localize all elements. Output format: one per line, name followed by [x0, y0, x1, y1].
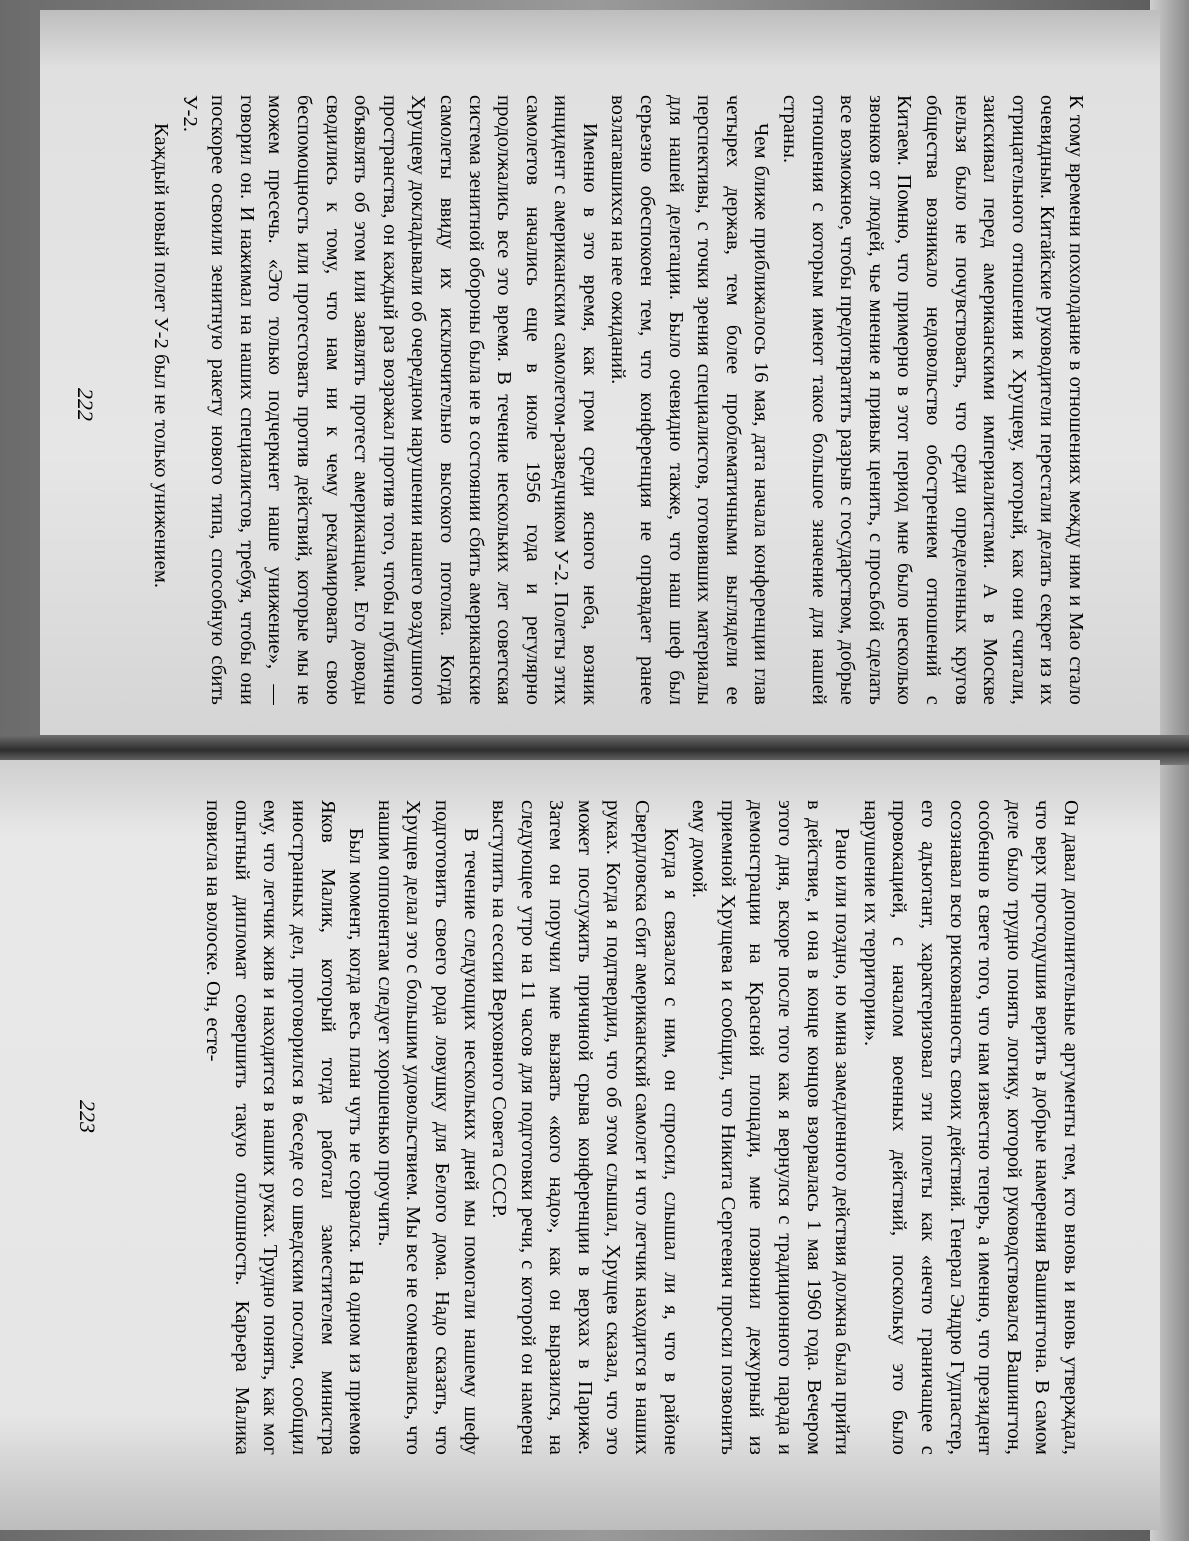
paragraph: Именно в это время, как гром среди ясного неба, возник инцидент с американским самолетом-разведчиком У-2. Полеты этих самолетов начались еще в июле 1956 года и регулярно продолжались все это время. В течение нескольких лет советская система зенитной обороны была не в состоянии сбить американские самолеты ввиду их исключительно высокого потолка. Когда Хрущеву докладывали об очередном нарушении нашего воздушного пространства, он каждый раз возражал против того, чтобы публично объявлять об этом или заявлять протест американцам. Его доводы сводились к тому, что нам ни к чему рекламировать свою беспомощность или протестовать против действий, которые мы не можем пресечь. «Это только подчеркнет наше унижение», — говорил он. И нажимал на наших специалистов, требуя, чтобы они поскорее освоили зенитную ракету нового типа, способную сбить У-2. [178, 95, 601, 705]
paragraph: В течение следующих нескольких дней мы помогали нашему шефу подготовить своего рода ловушку для Белого дома. Надо сказать, что Хрущев делал это с большим удовольствием. Мы все не сомневались, что нашим оппонентам следует хорошенько проучить. [373, 800, 482, 1455]
paragraph: Он давал дополнительные аргументы тем, кто вновь и вновь утверждал, что верх простодушия верить в добрые намерения Вашингтона. В самом деле было трудно понять логику, которой руководствовался Вашингтон, особенно в свете того, что нам известно теперь, а именно, что президент осознавал всю рискованность своих действий. Генерал Эндрю Гудпастер, его адъютант, характеризовал эти полеты как «нечто граничащее с провокацией, с началом военных действий, поскольку это было нарушение их территории». [859, 800, 1082, 1455]
page-number-right: 223 [75, 1100, 100, 1133]
paragraph: Когда я связался с ним, он спросил, слышал ли я, что в районе Свердловска сбит американский самолет и что летчик находится в наших руках. Когда я подтвердил, что об этом слышал, Хрущев сказал, что это может послужить причиной срыва конференции в верхах в Париже. Затем он поручил мне вызвать «кого надо», как он выразился, на следующее утро на 11 часов для подготовки речи, с которой он намерен выступить на сессии Верховного Совета СССР. [488, 800, 682, 1455]
paragraph: Чем ближе приближалось 16 мая, дата начала конференции глав четырех держав, тем более проблематичными выглядели ее перспективы, с точки зрения специалистов, готовивших материалы для нашей делегации. Было очевидно также, что наш шеф был серьезно обеспокоен тем, что конференция не оправдает ранее возлагавшихся на нее ожиданий. [607, 95, 773, 705]
paragraph: К тому времени похолодание в отношениях между ним и Мао стало очевидным. Китайские руководители перестали делать секрет из их отрицательного отношения к Хрущеву, который, как они считали, заискивал перед американскими империалистами. А в Москве нельзя было не почувствовать, что среди определенных кругов общества возникало недовольство обострением отношений с Китаем. Помню, что примерно в этот период мне было несколько звонков от людей, чье мнение я привык ценить, с просьбой сделать все возможное, чтобы предотвратить разрыв с государством, добрые отношения с которым имеют такое большое значение для нашей страны. [779, 95, 1087, 705]
paragraph: Рано или поздно, но мина замедленного действия должна была прийти в действие, и она в конце концов взорвалась 1 мая 1960 года. Вечером этого дня, вскоре после того как я вернулся с традиционного парада и демонстрации на Красной площади, мне позвонил дежурный из приемной Хрущева и сообщил, что Никита Сергеевич просил позвонить ему домой. [688, 800, 854, 1455]
right-page-text [199, 800, 1085, 1455]
paragraph: Был момент, когда весь план чуть не сорвался. На одном из приемов Яков Малик, который тогда работал заместителем министра иностранных дел, проговорился в беседе со шведским послом, сообщил ему, что летчик жив и находится в наших руках. Трудно понять, как мог опытный дипломат совершить такую оплошность. Карьера Малика повисла на волоске. Он, есте- [202, 800, 368, 1455]
left-page-text [146, 95, 1090, 705]
paragraph: Каждый новый полет У-2 был не только унижением. [150, 123, 172, 589]
page-number-left: 222 [73, 388, 98, 421]
